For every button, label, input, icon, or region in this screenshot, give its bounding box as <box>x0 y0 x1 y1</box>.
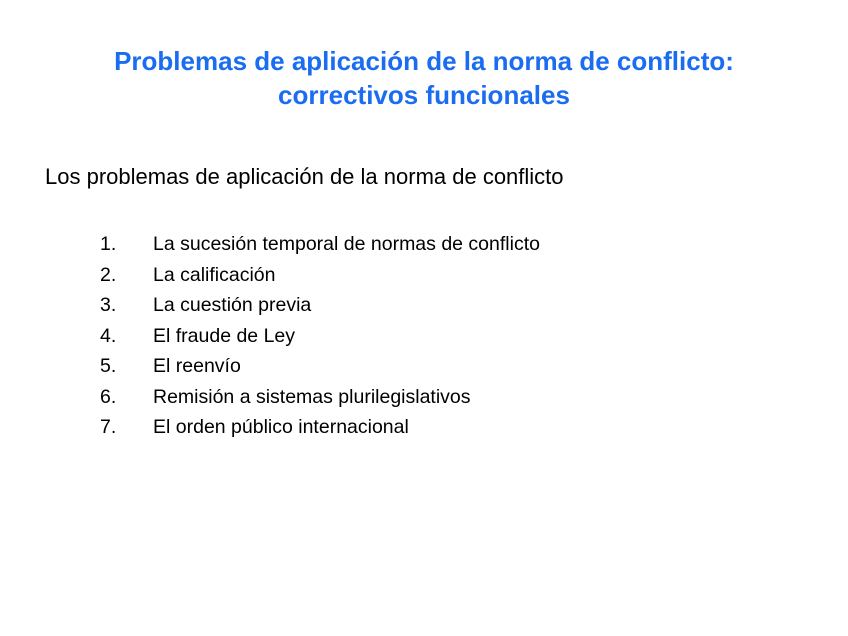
list-item-text: El reenvío <box>153 355 241 377</box>
list-item-text: La calificación <box>153 263 276 286</box>
list-item-text: El fraude de Ley <box>153 324 296 347</box>
list-item-number: 4. <box>100 324 117 347</box>
list-item-text: El orden público internacional <box>153 416 409 438</box>
list-item <box>100 291 540 322</box>
list-item-number: 2. <box>100 263 117 286</box>
list-item-number: 5. <box>100 355 117 377</box>
list-item-number: 7. <box>100 416 117 438</box>
slide-title-line-2: correctivos funcionales <box>278 80 570 110</box>
slide-subtitle: Los problemas de aplicación de la norma de conflicto <box>45 164 564 189</box>
list-item <box>100 322 540 353</box>
list-item-number: 3. <box>100 294 117 316</box>
problems-list <box>100 230 540 444</box>
list-item <box>100 352 540 383</box>
slide-title <box>40 44 808 112</box>
list-item-number: 1. <box>100 233 117 255</box>
slide-title-line-1: Problemas de aplicación de la norma de conflicto: <box>114 46 734 76</box>
list-item-text: La cuestión previa <box>153 294 312 316</box>
list-item-text: La sucesión temporal de normas de conflicto <box>153 233 540 255</box>
list-item <box>100 413 540 444</box>
list-item-number: 6. <box>100 385 117 408</box>
list-item <box>100 230 540 261</box>
list-item-text: Remisión a sistemas plurilegislativos <box>153 385 471 408</box>
list-item <box>100 383 540 414</box>
list-item <box>100 261 540 292</box>
